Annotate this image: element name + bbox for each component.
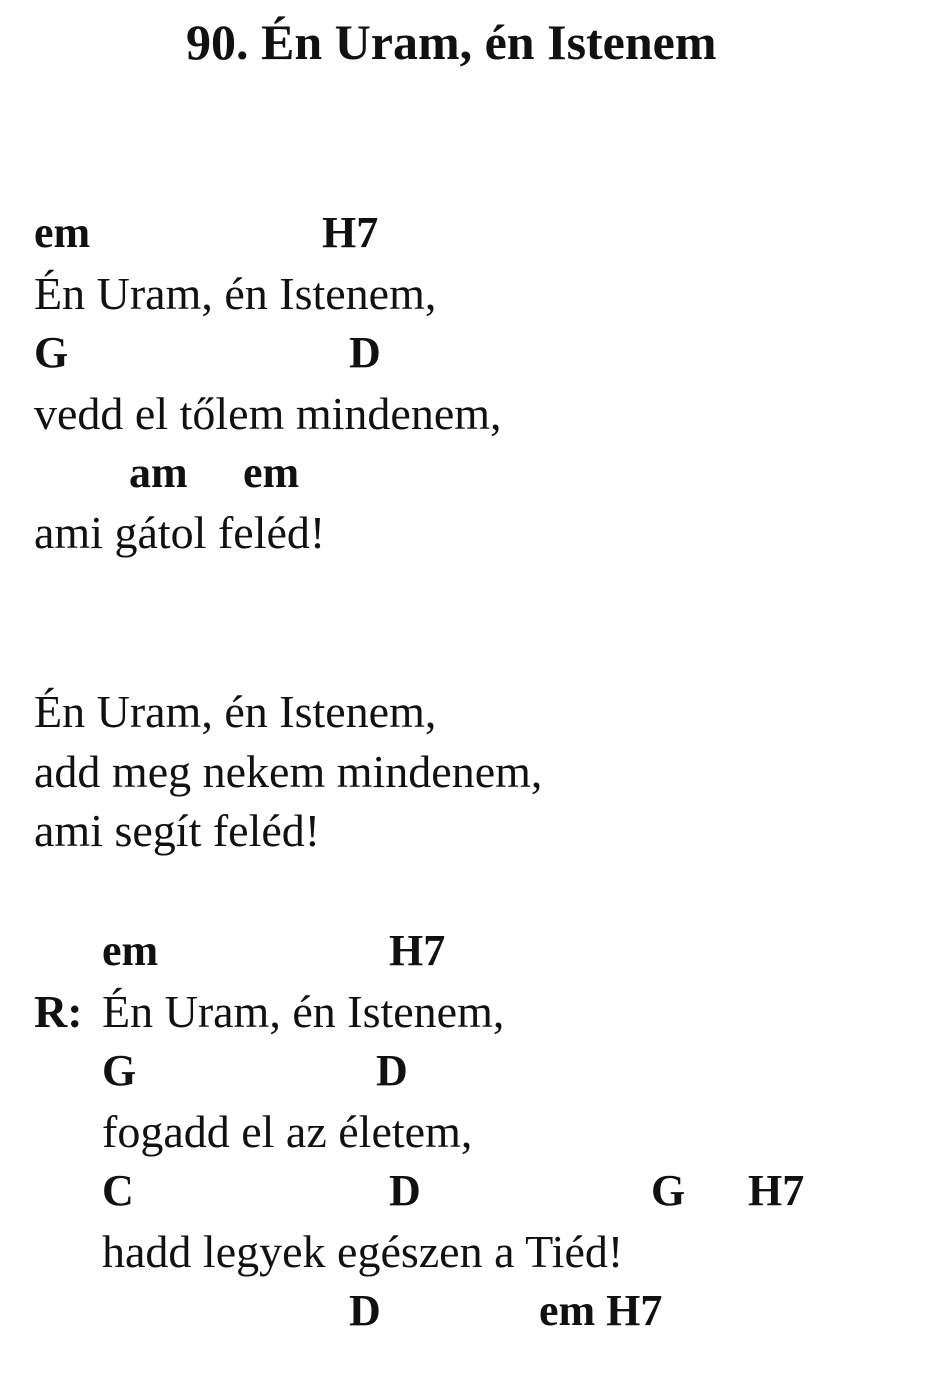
lyric-line: Én Uram, én Istenem,: [34, 268, 437, 319]
lyric-line: fogadd el az életem,: [102, 1106, 473, 1157]
chord: am: [129, 448, 188, 497]
chord: G: [651, 1166, 686, 1215]
chord: D: [389, 1166, 421, 1215]
lyric-line: hadd legyek egészen a Tiéd!: [102, 1226, 624, 1277]
chord: C: [102, 1166, 134, 1215]
chord: em: [102, 926, 159, 975]
chord: G: [102, 1046, 137, 1095]
chord: D: [349, 1286, 381, 1335]
chord: H7: [389, 926, 446, 975]
song-title: 90. Én Uram, én Istenem: [186, 14, 717, 70]
lyric-line: Én Uram, én Istenem,: [102, 986, 505, 1037]
lyric-line: vedd el tőlem mindenem,: [34, 388, 502, 439]
chord: H7: [748, 1166, 805, 1215]
chord: G: [34, 328, 69, 377]
chord: D: [349, 328, 381, 377]
lyric-line: Én Uram, én Istenem,: [34, 686, 437, 737]
chord: em: [34, 208, 91, 257]
refrain-marker: R:: [34, 986, 83, 1037]
chord: em H7: [539, 1286, 663, 1335]
chord: em: [243, 448, 300, 497]
lyric-line: ami segít feléd!: [34, 805, 321, 856]
chord: H7: [322, 208, 379, 257]
lyric-line: add meg nekem mindenem,: [34, 746, 543, 797]
lyric-line: ami gátol feléd!: [34, 507, 326, 558]
chord: D: [376, 1046, 408, 1095]
